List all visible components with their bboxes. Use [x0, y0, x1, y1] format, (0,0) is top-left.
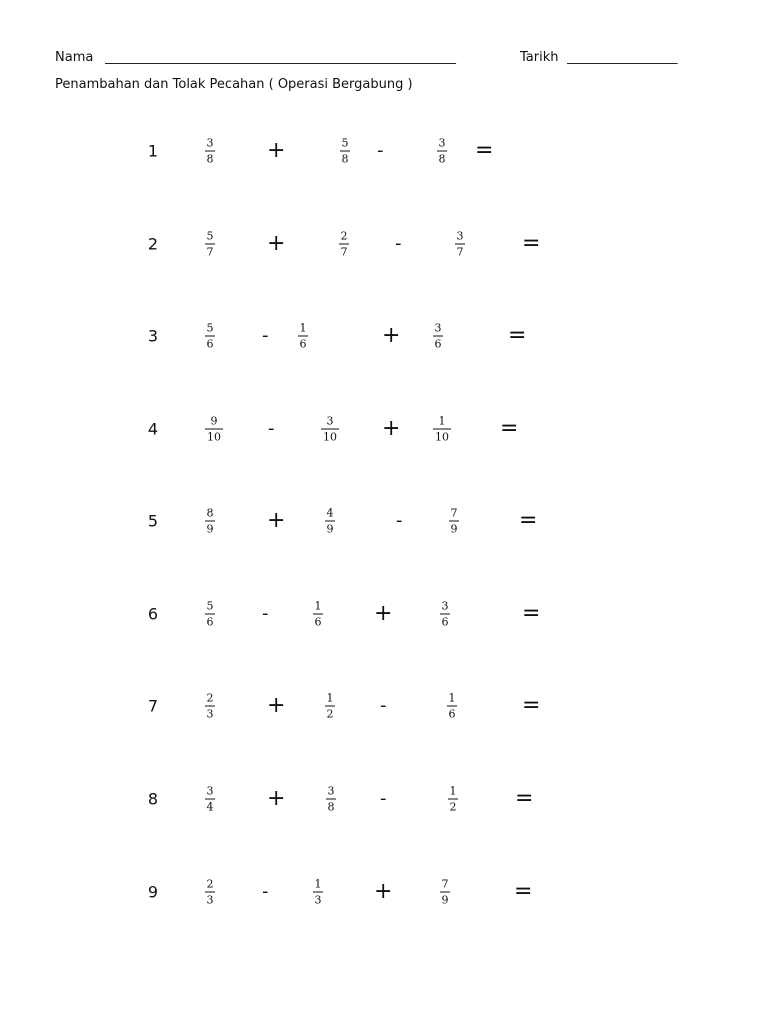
- denominator: 9: [206, 522, 214, 536]
- problem-number: 1: [147, 141, 159, 161]
- numerator: 1: [448, 691, 456, 705]
- denominator: 10: [435, 430, 449, 444]
- denominator: 3: [206, 707, 214, 721]
- denominator: 10: [323, 430, 337, 444]
- numerator: 8: [206, 506, 214, 520]
- fraction: [440, 878, 450, 907]
- numerator: 5: [206, 321, 214, 335]
- denominator: 6: [206, 615, 214, 629]
- fraction-bar: [448, 799, 458, 800]
- problem-row: [0, 862, 768, 922]
- fraction: [205, 600, 215, 629]
- fraction-bar: [440, 892, 450, 893]
- numerator: 3: [326, 414, 334, 428]
- problem-row: [0, 121, 768, 181]
- fraction: [205, 137, 215, 166]
- fraction: [440, 600, 450, 629]
- problem-number: 9: [147, 882, 159, 902]
- fraction: [449, 507, 459, 536]
- equals-sign: =: [519, 508, 538, 533]
- denominator: 2: [449, 800, 457, 814]
- fraction-bar: [325, 706, 335, 707]
- equals-sign: =: [475, 138, 494, 163]
- fraction: [205, 230, 215, 259]
- equals-sign: =: [515, 786, 534, 811]
- fraction: [437, 137, 447, 166]
- minus-sign: -: [262, 881, 269, 902]
- numerator: 7: [450, 506, 458, 520]
- numerator: 1: [314, 599, 322, 613]
- problem-number: 7: [147, 696, 159, 716]
- problem-number: 2: [147, 234, 159, 254]
- problem-row: [0, 214, 768, 274]
- minus-sign: -: [377, 140, 384, 161]
- equals-sign: =: [522, 693, 541, 718]
- fraction: [205, 507, 215, 536]
- denominator: 6: [434, 337, 442, 351]
- fraction-bar: [205, 521, 215, 522]
- plus-sign: +: [382, 323, 401, 348]
- fraction-bar: [205, 892, 215, 893]
- problem-number: 3: [147, 326, 159, 346]
- numerator: 3: [434, 321, 442, 335]
- numerator: 1: [299, 321, 307, 335]
- fraction: [205, 322, 215, 351]
- numerator: 3: [438, 136, 446, 150]
- numerator: 7: [441, 877, 449, 891]
- fraction-bar: [205, 706, 215, 707]
- denominator: 3: [206, 893, 214, 907]
- fraction-bar: [433, 336, 443, 337]
- numerator: 5: [341, 136, 349, 150]
- minus-sign: -: [380, 695, 387, 716]
- numerator: 1: [326, 691, 334, 705]
- plus-sign: +: [267, 693, 286, 718]
- fraction-bar: [449, 521, 459, 522]
- fraction-bar: [205, 614, 215, 615]
- denominator: 8: [206, 152, 214, 166]
- denominator: 10: [207, 430, 221, 444]
- fraction: [339, 230, 349, 259]
- equals-sign: =: [514, 879, 533, 904]
- denominator: 6: [441, 615, 449, 629]
- fraction-bar: [437, 151, 447, 152]
- plus-sign: +: [267, 138, 286, 163]
- problem-row: [0, 676, 768, 736]
- denominator: 6: [299, 337, 307, 351]
- minus-sign: -: [396, 510, 403, 531]
- fraction-bar: [339, 244, 349, 245]
- fraction: [205, 415, 223, 444]
- denominator: 6: [448, 707, 456, 721]
- name-label: Nama: [55, 50, 94, 65]
- denominator: 2: [326, 707, 334, 721]
- equals-sign: =: [522, 601, 541, 626]
- denominator: 7: [456, 245, 464, 259]
- denominator: 7: [206, 245, 214, 259]
- problem-number: 5: [147, 511, 159, 531]
- name-field[interactable]: ______________________________________________________: [105, 50, 456, 65]
- problem-row: [0, 306, 768, 366]
- denominator: 7: [340, 245, 348, 259]
- fraction: [325, 692, 335, 721]
- fraction-bar: [447, 706, 457, 707]
- numerator: 3: [456, 229, 464, 243]
- fraction-bar: [340, 151, 350, 152]
- fraction-bar: [205, 244, 215, 245]
- fraction: [205, 878, 215, 907]
- fraction-bar: [205, 799, 215, 800]
- numerator: 1: [438, 414, 446, 428]
- numerator: 3: [206, 136, 214, 150]
- denominator: 9: [450, 522, 458, 536]
- plus-sign: +: [267, 508, 286, 533]
- fraction-bar: [205, 336, 215, 337]
- equals-sign: =: [522, 231, 541, 256]
- fraction-bar: [455, 244, 465, 245]
- date-field[interactable]: _________________: [567, 50, 678, 65]
- denominator: 8: [438, 152, 446, 166]
- numerator: 9: [210, 414, 218, 428]
- plus-sign: +: [267, 786, 286, 811]
- numerator: 5: [206, 599, 214, 613]
- fraction: [298, 322, 308, 351]
- numerator: 2: [340, 229, 348, 243]
- numerator: 1: [449, 784, 457, 798]
- minus-sign: -: [262, 325, 269, 346]
- minus-sign: -: [380, 788, 387, 809]
- equals-sign: =: [500, 416, 519, 441]
- fraction: [321, 415, 339, 444]
- numerator: 3: [206, 784, 214, 798]
- problem-row: [0, 769, 768, 829]
- fraction: [448, 785, 458, 814]
- numerator: 2: [206, 877, 214, 891]
- worksheet-title: Penambahan dan Tolak Pecahan ( Operasi Bergabung ): [55, 77, 413, 92]
- fraction: [433, 322, 443, 351]
- numerator: 3: [327, 784, 335, 798]
- equals-sign: =: [508, 323, 527, 348]
- date-label: Tarikh: [520, 50, 559, 65]
- numerator: 3: [441, 599, 449, 613]
- fraction: [340, 137, 350, 166]
- fraction: [313, 600, 323, 629]
- denominator: 9: [326, 522, 334, 536]
- denominator: 4: [206, 800, 214, 814]
- fraction-bar: [440, 614, 450, 615]
- fraction-bar: [326, 799, 336, 800]
- problem-number: 8: [147, 789, 159, 809]
- fraction-bar: [313, 892, 323, 893]
- denominator: 8: [327, 800, 335, 814]
- plus-sign: +: [267, 231, 286, 256]
- fraction: [205, 785, 215, 814]
- problem-row: [0, 491, 768, 551]
- minus-sign: -: [268, 418, 275, 439]
- fraction-bar: [205, 429, 223, 430]
- problem-number: 6: [147, 604, 159, 624]
- denominator: 3: [314, 893, 322, 907]
- denominator: 8: [341, 152, 349, 166]
- plus-sign: +: [374, 601, 393, 626]
- fraction: [455, 230, 465, 259]
- fraction: [205, 692, 215, 721]
- problem-row: [0, 584, 768, 644]
- plus-sign: +: [374, 879, 393, 904]
- numerator: 5: [206, 229, 214, 243]
- fraction: [447, 692, 457, 721]
- numerator: 1: [314, 877, 322, 891]
- denominator: 6: [314, 615, 322, 629]
- minus-sign: -: [262, 603, 269, 624]
- fraction-bar: [325, 521, 335, 522]
- numerator: 4: [326, 506, 334, 520]
- denominator: 6: [206, 337, 214, 351]
- minus-sign: -: [395, 233, 402, 254]
- fraction: [313, 878, 323, 907]
- problem-number: 4: [147, 419, 159, 439]
- fraction-bar: [205, 151, 215, 152]
- fraction-bar: [313, 614, 323, 615]
- fraction-bar: [433, 429, 451, 430]
- numerator: 2: [206, 691, 214, 705]
- plus-sign: +: [382, 416, 401, 441]
- fraction: [433, 415, 451, 444]
- problem-row: [0, 399, 768, 459]
- denominator: 9: [441, 893, 449, 907]
- fraction: [326, 785, 336, 814]
- fraction-bar: [321, 429, 339, 430]
- fraction: [325, 507, 335, 536]
- fraction-bar: [298, 336, 308, 337]
